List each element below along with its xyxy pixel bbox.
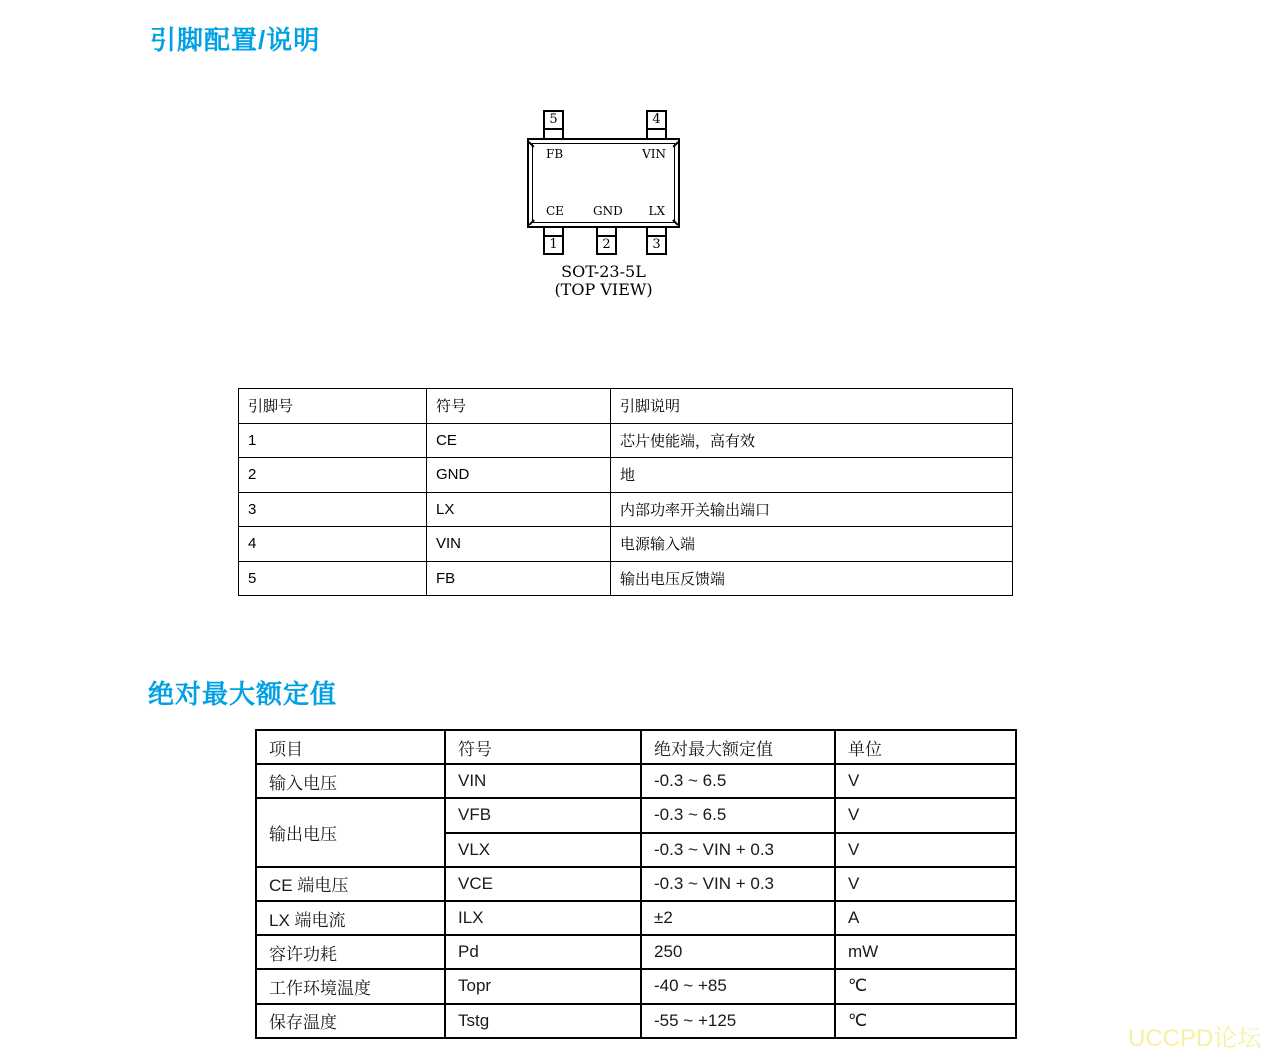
pin-label-lx: LX xyxy=(648,204,665,218)
cell-pin-number: 4 xyxy=(239,527,427,562)
header-symbol: 符号 xyxy=(427,389,611,424)
table-header-row xyxy=(256,730,1016,764)
pin-3 xyxy=(646,228,667,255)
table-row xyxy=(239,423,1013,458)
cell-symbol: GND xyxy=(427,458,611,493)
pin-number-box: 4 xyxy=(646,110,667,130)
table-row xyxy=(239,458,1013,493)
cell-unit: V xyxy=(835,833,1016,867)
cell-value: ±2 xyxy=(641,901,835,935)
cell-symbol: Topr xyxy=(445,969,641,1003)
absolute-maximum-ratings-table xyxy=(255,729,1017,1039)
cell-symbol: LX xyxy=(427,492,611,527)
cell-value: -0.3 ~ 6.5 xyxy=(641,798,835,832)
watermark: UCCPD论坛 xyxy=(1128,1025,1262,1049)
cell-value: -40 ~ +85 xyxy=(641,969,835,1003)
cell-symbol: VLX xyxy=(445,833,641,867)
pin-description-table xyxy=(238,388,1013,596)
cell-unit: ℃ xyxy=(835,1004,1016,1038)
pin-label-gnd: GND xyxy=(593,204,623,218)
cell-desc: 输出电压反馈端 xyxy=(611,561,1013,596)
cell-value: 250 xyxy=(641,935,835,969)
cell-unit: A xyxy=(835,901,1016,935)
pin-number-box: 1 xyxy=(543,235,564,255)
table-row xyxy=(256,764,1016,798)
table-row xyxy=(256,901,1016,935)
chamfer-line xyxy=(673,219,679,225)
package-name: SOT-23-5L xyxy=(561,262,646,281)
table-row xyxy=(239,561,1013,596)
cell-desc: 地 xyxy=(611,458,1013,493)
cell-symbol: VIN xyxy=(427,527,611,562)
cell-pin-number: 5 xyxy=(239,561,427,596)
cell-desc: 芯片使能端，高有效 xyxy=(611,423,1013,458)
cell-item-merged: 输出电压 xyxy=(256,798,445,866)
package-body xyxy=(527,138,680,228)
cell-item: 输入电压 xyxy=(256,764,445,798)
header-unit: 单位 xyxy=(835,730,1016,764)
cell-pin-number: 2 xyxy=(239,458,427,493)
table-row xyxy=(256,867,1016,901)
cell-symbol: VFB xyxy=(445,798,641,832)
table-row xyxy=(239,527,1013,562)
cell-pin-number: 1 xyxy=(239,423,427,458)
cell-value: -0.3 ~ 6.5 xyxy=(641,764,835,798)
cell-symbol: VIN xyxy=(445,764,641,798)
pin-number-box: 3 xyxy=(646,235,667,255)
pin-4 xyxy=(646,110,667,138)
pin-label-vin: VIN xyxy=(642,147,666,161)
pin-label-fb: FB xyxy=(546,147,564,161)
pin-lead xyxy=(596,228,617,235)
cell-desc: 电源输入端 xyxy=(611,527,1013,562)
pin-lead xyxy=(646,130,667,138)
cell-symbol: CE xyxy=(427,423,611,458)
pin-1 xyxy=(543,228,564,255)
table-row xyxy=(239,492,1013,527)
cell-symbol: ILX xyxy=(445,901,641,935)
cell-symbol: Pd xyxy=(445,935,641,969)
cell-symbol: FB xyxy=(427,561,611,596)
cell-unit: V xyxy=(835,764,1016,798)
header-symbol: 符号 xyxy=(445,730,641,764)
cell-unit: V xyxy=(835,867,1016,901)
cell-value: -0.3 ~ VIN + 0.3 xyxy=(641,867,835,901)
cell-unit: V xyxy=(835,798,1016,832)
section-title-absolute-maximum-ratings: 绝对最大额定值 xyxy=(148,679,338,709)
pin-label-ce: CE xyxy=(546,204,564,218)
pin-number-box: 2 xyxy=(596,235,617,255)
pin-5 xyxy=(543,110,564,138)
pin-2 xyxy=(596,228,617,255)
cell-symbol: VCE xyxy=(445,867,641,901)
package-view: (TOP VIEW) xyxy=(554,280,653,299)
header-item: 项目 xyxy=(256,730,445,764)
pin-lead xyxy=(543,228,564,235)
cell-unit: ℃ xyxy=(835,969,1016,1003)
header-pin-number: 引脚号 xyxy=(239,389,427,424)
package-caption xyxy=(527,263,680,299)
cell-unit: mW xyxy=(835,935,1016,969)
cell-pin-number: 3 xyxy=(239,492,427,527)
cell-symbol: Tstg xyxy=(445,1004,641,1038)
pin-lead xyxy=(646,228,667,235)
table-row xyxy=(256,969,1016,1003)
table-row xyxy=(256,1004,1016,1038)
cell-item: 容许功耗 xyxy=(256,935,445,969)
cell-value: -0.3 ~ VIN + 0.3 xyxy=(641,833,835,867)
cell-item: 保存温度 xyxy=(256,1004,445,1038)
cell-item: LX 端电流 xyxy=(256,901,445,935)
header-rating: 绝对最大额定值 xyxy=(641,730,835,764)
table-row xyxy=(256,935,1016,969)
cell-item: 工作环境温度 xyxy=(256,969,445,1003)
table-header-row xyxy=(239,389,1013,424)
pin-number-box: 5 xyxy=(543,110,564,130)
pin-lead xyxy=(543,130,564,138)
section-title-pin-configuration: 引脚配置/说明 xyxy=(150,25,321,55)
cell-item: CE 端电压 xyxy=(256,867,445,901)
cell-desc: 内部功率开关输出端口 xyxy=(611,492,1013,527)
header-pin-desc: 引脚说明 xyxy=(611,389,1013,424)
cell-value: -55 ~ +125 xyxy=(641,1004,835,1038)
table-row xyxy=(256,798,1016,832)
